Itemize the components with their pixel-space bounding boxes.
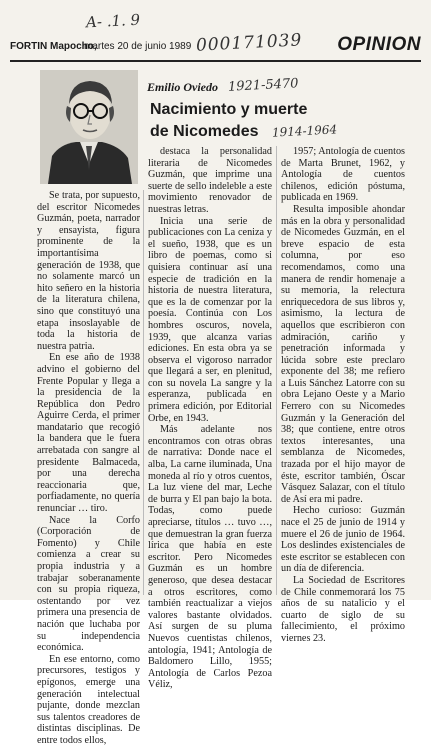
masthead xyxy=(10,34,421,56)
author-portrait xyxy=(40,70,138,184)
body-paragraph: destaca la personalidad literaria de Nicomedes Guzmán, que imprime una suerte de sello indeleble a este movimiento renovador de nuestras letras. xyxy=(148,146,272,215)
handwritten-scribble: A- .1. 9 xyxy=(85,10,141,32)
issue-date: martes 20 de junio 1989 xyxy=(84,41,192,52)
portrait-drawing xyxy=(40,70,138,184)
body-paragraph: Más adelante nos encontramos con otras obras de narrativa: Donde nace el alba, La carne iluminada, Una moneda al río y otros cuentos, La luz viene del mar, Leche de burra y El pan bajo la bota. Todas, como puede apreciarse, títulos … tuvo …, que demuestran la gran fuerza lírica que había en este escritor. Pero Nicomedes Guzmán es un hombre generoso, que desea destacar a otros escritores, como también reactualizar a viejos valores bastante olvidados. Así surgen de su pluma Nuevos cuentistas chilenos, antología, 1941; Antología de Baldomero Lillo, 1955; Antología de Carlos Pezoa Véliz, xyxy=(148,424,272,691)
body-paragraph: Nace la Corfo (Corporación de Fomento) y Chile comienza a crear su propia industria y a trabajar soberanamente con su propia riqueza, ostentando por vez primera una presencia de nación que luchaba por su independencia económica. xyxy=(37,514,140,654)
body-column-1 xyxy=(37,190,140,746)
body-paragraph: Resulta imposible ahondar más en la obra y personalidad de Nicomedes Guzmán, en el breve espacio de esta columna, por eso recomendamos, como una manera de rendir homenaje a su memoria, la relectura enriquecedora de sus libros y, asimismo, la lectura de aquellos que escribieron con admiración, cariño y penetración informada y lúcida sobre este preclaro exponente del 38; me refiero a Luis Sánchez Latorre con su obra Lejano Oeste y a Mario Ferrero con su Nicomedes Guzmán y la Generación del 38; que contiene, entre otros textos interesantes, una semblanza de Nicomedes, trazada por el hijo mayor de éste, escritor también, Óscar Vásquez Salazar, con el título de Así era mi padre. xyxy=(281,203,405,505)
newspaper-name: FORTIN Mapocho, xyxy=(10,41,97,52)
header-rule xyxy=(10,60,421,62)
body-paragraph: Se trata, por supuesto, del escritor Nicomedes Guzmán, poeta, narrador y ensayista, figura prominente de la importantísima generación de 1938, que no solamente marcó un hito señero en la historia de la literatura chilena, sino que constituyó una etapa insoslayable de toda la historia de nuestra patria. xyxy=(37,190,140,352)
handwritten-title-note: 1921-5470 xyxy=(227,76,299,95)
handwritten-title-note: 1914-1964 xyxy=(271,122,338,140)
body-paragraph: Inicia una serie de publicaciones con La ceniza y el sueño, 1938, que es un libro de poemas, como si quisiera continuar así una especie de tradición en la historia de nuestra literatura, que es la de comenzar por la poesía. Continúa con Los hombres oscuros, novela, 1939, que alcanza varias ediciones. En esta obra ya se observa el vigoroso narrador que llegará a ser, en plenitud, con su novela La sangre y la esperanza, publicada en primera edición, por Editorial Orbe, en 1943. xyxy=(148,215,272,424)
body-paragraph: Hecho curioso: Guzmán nace el 25 de junio de 1914 y muere el 26 de junio de 1964. Los deslindes existenciales de este escritor se establecen con un día de diferencia. xyxy=(281,505,405,575)
body-paragraph: En ese año de 1938 advino el gobierno del Frente Popular y llega a la presidencia de la República don Pedro Aguirre Cerda, el primer mandatario que recogió la bandera que le fuera arrebatada con sangre al presidente Balmaceda, por una derecha reaccionaria que, porfiadamente, no quería renunciar … tiro. xyxy=(37,352,140,515)
body-paragraph: En ese entorno, como precursores, testigos y epígonos, emerge una generación intelectual pujante, donde mezclan sus talentos creadores de distintas disciplinas. De entre todos ellos, xyxy=(37,653,140,746)
column-divider xyxy=(143,190,144,595)
body-column-2 xyxy=(148,146,272,691)
body-column-3 xyxy=(281,146,405,644)
section-label: OPINION xyxy=(337,34,421,55)
body-paragraph: 1957; Antología de cuentos de Marta Brunet, 1962, y Antología de cuentos chilenos, edición póstuma, publicada en 1969. xyxy=(281,146,405,204)
handwritten-archive-code: 000171039 xyxy=(195,30,303,56)
headline-line-1: Nacimiento y muerte xyxy=(150,101,308,118)
headline-line-2: de Nicomedes xyxy=(150,123,259,140)
body-paragraph: La Sociedad de Escritores de Chile conmemorará los 75 años de su natalicio y el cuarto de siglo de su fallecimiento, el próximo viernes 23. xyxy=(281,574,405,644)
column-divider xyxy=(276,146,277,595)
author-byline: Emilio Oviedo xyxy=(147,80,218,94)
